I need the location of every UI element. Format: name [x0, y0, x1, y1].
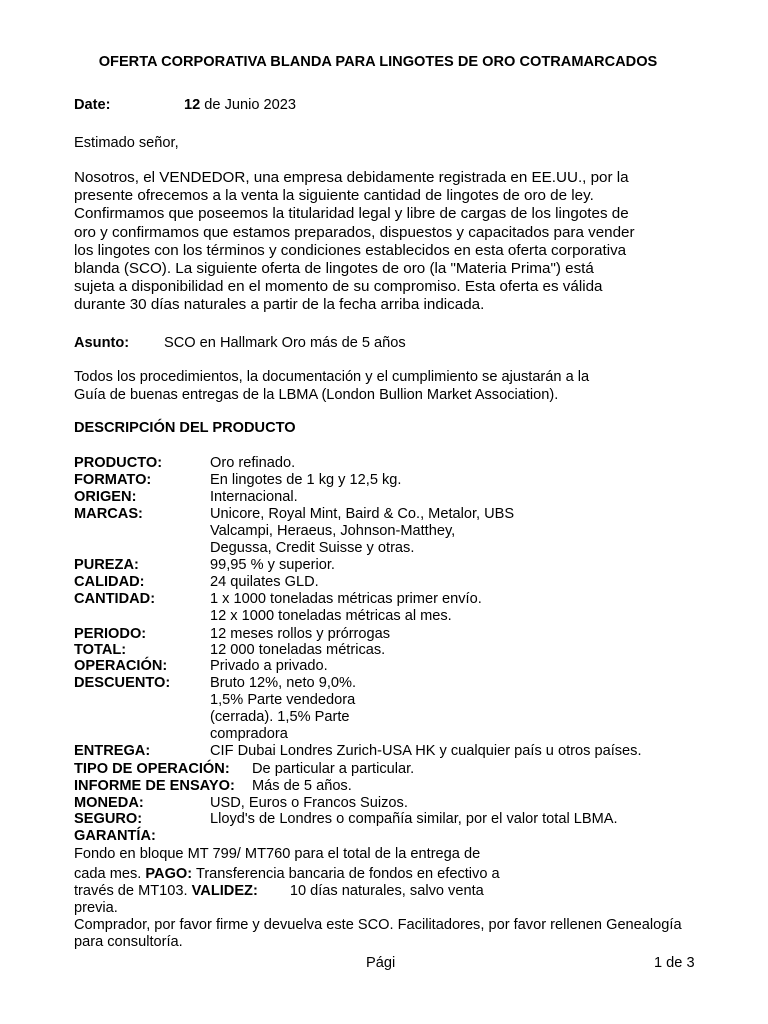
- guarantee-line: Fondo en bloque MT 799/ MT760 para el total de la entrega de: [74, 846, 481, 862]
- spec-value: En lingotes de 1 kg y 12,5 kg.: [210, 472, 402, 488]
- spec-value: De particular a particular.: [252, 761, 415, 777]
- spec-label: GARANTÍA:: [74, 828, 156, 844]
- subject-value: SCO en Hallmark Oro más de 5 años: [164, 335, 406, 351]
- spec-value: 24 quilates GLD.: [210, 574, 319, 590]
- spec-value: CIF Dubai Londres Zurich-USA HK y cualquier país u otros países.: [210, 743, 642, 759]
- spec-label: DESCUENTO:: [74, 675, 171, 691]
- spec-label: CANTIDAD:: [74, 591, 156, 607]
- validez-text: 10 días naturales, salvo venta: [289, 883, 484, 899]
- spec-value: Privado a privado.: [210, 658, 328, 674]
- validez-label: VALIDEZ:: [191, 883, 258, 899]
- spec-label: MARCAS:: [74, 506, 143, 522]
- spec-label: PRODUCTO:: [74, 455, 163, 471]
- spec-label: MONEDA:: [74, 795, 144, 811]
- intro-line: oro y confirmamos que estamos preparados, dispuestos y capacitados para vender: [74, 223, 635, 241]
- intro-line: los lingotes con los términos y condiciones establecidos en esta oferta corporativa: [74, 241, 627, 259]
- pago-label: PAGO:: [145, 866, 193, 882]
- intro-line: Nosotros, el VENDEDOR, una empresa debidamente registrada en EE.UU., por la: [74, 169, 629, 186]
- document-title: OFERTA CORPORATIVA BLANDA PARA LINGOTES DE ORO COTRAMARCADOS: [98, 54, 658, 70]
- spec-value: Valcampi, Heraeus, Johnson-Matthey,: [210, 523, 456, 539]
- spec-value: 12 x 1000 toneladas métricas al mes.: [210, 608, 452, 624]
- intro-line: presente ofrecemos a la venta la siguiente cantidad de lingotes de oro de ley.: [74, 187, 594, 205]
- spec-label: INFORME DE ENSAYO:: [74, 778, 235, 794]
- intro-line: blanda (SCO). La siguiente oferta de lingotes de oro (la "Materia Prima") está: [74, 260, 594, 278]
- spec-value: Internacional.: [210, 489, 298, 505]
- spec-value: Degussa, Credit Suisse y otras.: [210, 540, 415, 556]
- closing-line: para consultoría.: [74, 934, 183, 950]
- intro-line: durante 30 días naturales a partir de la fecha arriba indicada.: [74, 296, 485, 314]
- intro-line: sujeta a disponibilidad en el momento de su compromiso. Esta oferta es válida: [74, 278, 603, 296]
- spec-label: CALIDAD:: [74, 574, 145, 590]
- subject-label: Asunto:: [74, 335, 130, 351]
- spec-label: PUREZA:: [74, 557, 139, 573]
- footer-page-label: Pági: [366, 955, 396, 971]
- spec-value: USD, Euros o Francos Suizos.: [210, 795, 408, 811]
- footer-page-count: 1 de 3: [654, 955, 695, 971]
- greeting: Estimado señor,: [74, 135, 179, 151]
- spec-value: Bruto 12%, neto 9,0%.: [210, 675, 357, 691]
- procedures-paragraph: [74, 369, 724, 404]
- spec-value: compradora: [210, 726, 288, 742]
- spec-value: 12 meses rollos y prórrogas: [210, 626, 391, 642]
- closing-line: Comprador, por favor firme y devuelva este SCO. Facilitadores, por favor rellenen Genealogía: [74, 917, 682, 933]
- payment-line: [74, 866, 500, 883]
- section-heading: DESCRIPCIÓN DEL PRODUCTO: [74, 420, 296, 436]
- validity-line: [74, 883, 484, 900]
- intro-line: Confirmamos que poseemos la titularidad legal y libre de cargas de los lingotes de: [74, 205, 629, 223]
- spec-value: 99,95 % y superior.: [210, 557, 335, 573]
- date-day: 12: [184, 97, 201, 113]
- spec-value: 12 000 toneladas métricas.: [210, 642, 386, 658]
- spec-label: FORMATO:: [74, 472, 152, 488]
- date-value: [184, 97, 296, 113]
- spec-value: Más de 5 años.: [252, 778, 352, 794]
- spec-label: OPERACIÓN:: [74, 658, 168, 674]
- procedures-line: Todos los procedimientos, la documentación y el cumplimiento se ajustarán a la: [74, 369, 590, 385]
- spec-value: (cerrada). 1,5% Parte: [210, 709, 350, 725]
- procedures-line: Guía de buenas entregas de la LBMA (London Bullion Market Association).: [74, 386, 559, 403]
- date-label: Date:: [74, 97, 111, 113]
- spec-label: PERIODO:: [74, 626, 147, 642]
- spec-label: SEGURO:: [74, 811, 143, 827]
- spec-value: Unicore, Royal Mint, Baird & Co., Metalor, UBS: [210, 506, 515, 522]
- date-rest: de Junio 2023: [200, 97, 296, 113]
- spec-label: TIPO DE OPERACIÓN:: [74, 761, 230, 777]
- spec-value: 1,5% Parte vendedora: [210, 692, 356, 708]
- payment-pre: cada mes.: [74, 866, 146, 882]
- previa-line: previa.: [74, 900, 118, 916]
- spec-label: ORIGEN:: [74, 489, 137, 505]
- spec-label: ENTREGA:: [74, 743, 151, 759]
- pago-text: Transferencia bancaria de fondos en efectivo a: [192, 866, 500, 882]
- spec-value: 1 x 1000 toneladas métricas primer envío.: [210, 591, 482, 607]
- spec-value: Lloyd's de Londres o compañía similar, por el valor total LBMA.: [210, 811, 618, 827]
- intro-paragraph: [74, 169, 724, 315]
- spec-label: TOTAL:: [74, 642, 127, 658]
- via-text: través de MT103.: [74, 883, 192, 899]
- spec-value: Oro refinado.: [210, 455, 296, 471]
